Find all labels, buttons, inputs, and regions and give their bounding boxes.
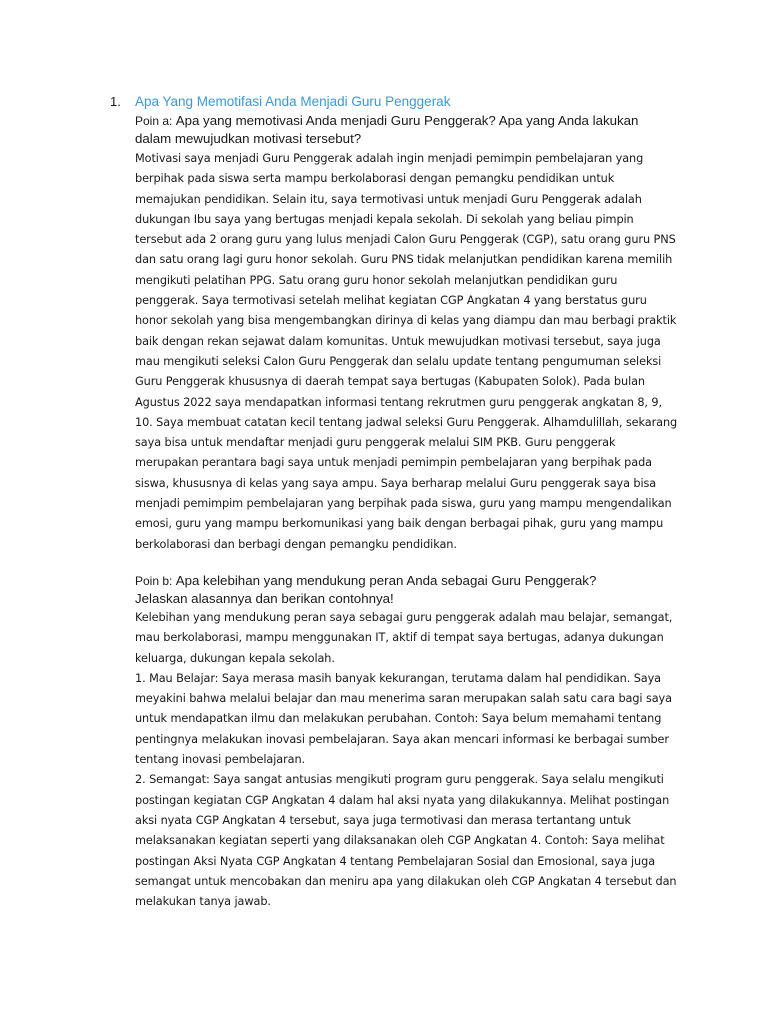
answer-line: Kelebihan yang mendukung peran saya sebagai guru penggerak adalah mau belajar, semangat, [135, 611, 673, 624]
poin-a-answer [135, 149, 685, 555]
answer-line: siswa, khususnya di kelas yang saya ampu. Saya berharap melalui Guru penggerak saya bisa [135, 476, 657, 490]
answer-line: melaksanakan kegiatan seperti yang dilaksanakan oleh CGP Angkatan 4. Contoh: Saya melihat [135, 834, 665, 848]
answer-line: 2. Semangat: Saya sangat antusias mengikuti program guru penggerak. Saya selalu mengikuti [135, 773, 664, 787]
poin-b-prefix: Poin b: [135, 574, 176, 588]
answer-line: dukungan Ibu saya yang bertugas menjadi kepala sekolah. Di sekolah yang beliau pimpin [135, 212, 634, 226]
answer-line: Guru Penggerak khususnya di daerah tempat saya bertugas (Kabupaten Solok). Pada bulan [135, 375, 645, 389]
answer-line: Agustus 2022 saya mendapatkan informasi tentang rekrutmen guru penggerak angkatan 8, 9, [135, 395, 662, 409]
answer-line: 10. Saya membuat catatan kecil tentang jadwal seleksi Guru Penggerak. Alhamdulillah, sekarang [135, 415, 678, 429]
poin-b-question [135, 572, 695, 607]
answer-line: emosi, guru yang mampu berkomunikasi yang baik dengan berbagai pihak, guru yang mampu [135, 517, 664, 531]
answer-line: baik dengan rekan sejawat dalam komunitas. Untuk mewujudkan motivasi tersebut, saya juga [135, 334, 661, 348]
answer-line: berkolaborasi dan berbagi dengan pemangku pendidikan. [135, 537, 457, 551]
poin-a-question-text: Apa yang memotivasi Anda menjadi Guru Penggerak? Apa yang Anda lakukan [175, 113, 639, 128]
poin-a-question [135, 112, 695, 147]
poin-b-question-line-2: Jelaskan alasannya dan berikan contohnya! [135, 591, 394, 606]
answer-line: aksi nyata CGP Angkatan 4 tersebut, saya juga termotivasi dan merasa tertantang untuk [135, 813, 631, 827]
answer-line: mau berkolaborasi, mampu menggunakan IT, aktif di tempat saya bertugas, adanya dukungan [135, 631, 664, 645]
poin-a-question-line [135, 112, 695, 130]
poin-b-question-line [135, 572, 695, 590]
answer-line: honor sekolah yang bisa mengembangkan dirinya di kelas yang diampu dan mau berbagi praktik [135, 314, 677, 328]
answer-line: berpihak pada siswa serta mampu berkolaborasi dengan pemangku pendidikan untuk [135, 172, 615, 186]
answer-line: mau mengikuti seleksi Calon Guru Penggerak dan selalu update tentang pengumuman seleksi [135, 354, 662, 368]
answer-line: menjadi pemimpim pembelajaran yang berpihak pada siswa, guru yang mampu mengendalikan [135, 497, 672, 511]
answer-line: penggerak. Saya termotivasi setelah melihat kegiatan CGP Angkatan 4 yang berstatus guru [135, 294, 647, 308]
answer-line: pentingnya melakukan inovasi pembelajaran. Saya akan mencari informasi ke berbagai sumber [135, 732, 669, 746]
answer-line: tentang inovasi pembelajaran. [135, 753, 306, 767]
answer-line: keluarga, dukungan kepala sekolah. [135, 651, 335, 665]
answer-line: saya bisa untuk mendaftar menjadi guru penggerak melalui SIM PKB. Guru penggerak [135, 436, 616, 450]
answer-line: merupakan perantara bagi saya untuk menjadi pemimpin pembelajaran yang berpihak pada [135, 456, 652, 470]
answer-line: postingan kegiatan CGP Angkatan 4 dalam hal aksi nyata yang dilakukannya. Melihat postingan [135, 793, 670, 807]
answer-line: tersebut ada 2 orang guru yang lulus menjadi Calon Guru Penggerak (CGP), satu orang guru PNS [135, 233, 676, 247]
answer-line: memajukan pendidikan. Selain itu, saya termotivasi untuk menjadi Guru Penggerak adalah [135, 192, 642, 206]
answer-line: untuk mendapatkan ilmu dan melakukan perubahan. Contoh: Saya belum memahami tentang [135, 712, 662, 726]
item-title: Apa Yang Memotifasi Anda Menjadi Guru Penggerak [135, 94, 451, 109]
answer-line: Motivasi saya menjadi Guru Penggerak adalah ingin menjadi pemimpin pembelajaran yang [135, 152, 644, 165]
answer-line: semangat untuk mencobakan dan meniru apa yang dilakukan oleh CGP Angkatan 4 tersebut dan [135, 874, 677, 888]
answer-line: dan satu orang lagi guru honor sekolah. Guru PNS tidak melanjutkan pendidikan karena memilih [135, 253, 673, 267]
list-number: 1. [110, 94, 121, 109]
answer-line: meyakini bahwa melalui belajar dan mau menerima saran merupakan salah satu cara bagi saya [135, 692, 672, 706]
answer-line: melakukan tanya jawab. [135, 895, 271, 909]
answer-line: mengikuti pelatihan PPG. Satu orang guru honor sekolah melanjutkan pendidikan guru [135, 273, 618, 287]
poin-b-answer [135, 608, 685, 912]
poin-a-prefix: Poin a: [135, 114, 176, 128]
poin-b-question-text: Apa kelebihan yang mendukung peran Anda sebagai Guru Penggerak? [175, 573, 597, 588]
answer-line: 1. Mau Belajar: Saya merasa masih banyak kekurangan, terutama dalam hal pendidikan. Saya [135, 671, 661, 685]
poin-a-question-line-2: dalam mewujudkan motivasi tersebut? [135, 131, 362, 146]
answer-line: postingan Aksi Nyata CGP Angkatan 4 tentang Pembelajaran Sosial dan Emosional, saya juga [135, 854, 656, 868]
